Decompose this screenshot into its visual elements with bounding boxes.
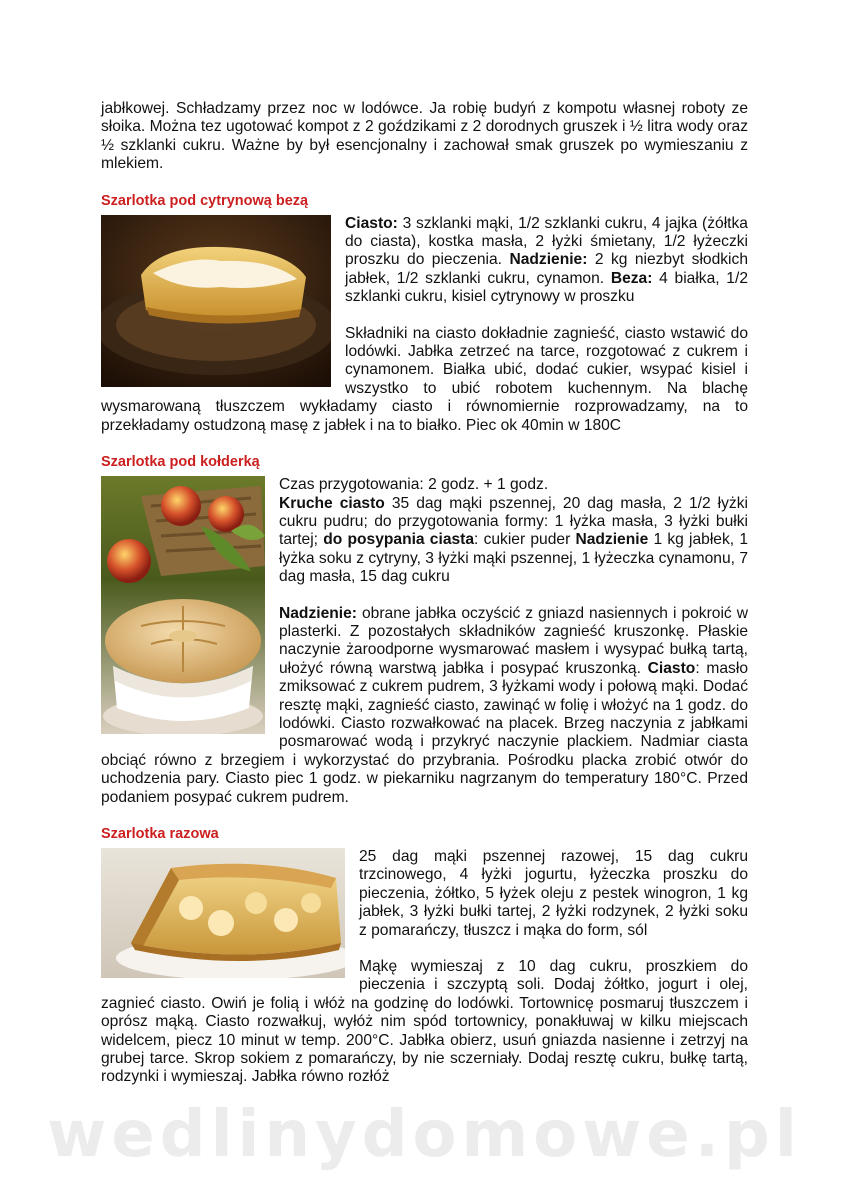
watermark: wedlinydomowe.pl [47, 1098, 802, 1172]
recipe2-method-label2: Ciasto [647, 659, 696, 677]
recipe2-posypania-text: : cukier puder [474, 531, 576, 549]
recipe1-nadzienie-label: Nadzienie: [509, 251, 588, 269]
recipe1-ciasto-label: Ciasto: [345, 214, 398, 232]
recipe3-method: Mąkę wymieszaj z 10 dag cukru, proszkiem do pieczenia i szczyptą soli. Dodaj żółtko, jogurt i olej, zagnieć ciasto. Owiń je folią i włóż na godzinę do lodówki. Tortownicę posmaruj tłuszczem i oprósz mąką. Ciasto rozwałkuj, wyłóż nim spód tortownicy, ponakłuwaj w kilku miejscach widelcem, piecz 10 minut w temp. 200°C. Jabłka obierz, usuń gniazda nasienne i zetrzyj na grubej tarce. Skrop sokiem z pomarańczy, by nie sczerniały. Dodaj resztę cukru, bułkę tartą, rodzynki i wymieszaj. Jabłka równo rozłóż [101, 958, 748, 1086]
recipe2-nadzienie-label: Nadzienie [575, 531, 649, 549]
document-page [101, 100, 748, 1087]
recipe2-kruche-label: Kruche ciasto [279, 494, 385, 512]
recipe2-method-text2: : masło zmiksować z cukrem pudrem, 3 łyżkami wody i połową mąki. Dodać resztę mąki, zagnieść ciasto, zawinąć w folię i włożyć na 1 godz. do lodówki. Ciasto rozwałkować na placek. Brzeg naczynia z jabłkami posmarować wodą i przykryć naczynie plackiem. Nadmiar ciasta obciąć równo z brzegiem i wykorzystać do przybrania. Pośrodku placka zrobić otwór do uchodzenia pary. Ciasto piec 1 godz. w piekarniku nagrzanym do temperatury 180°C. Przed podaniem posypać cukrem pudrem. [101, 659, 748, 806]
recipe2-photo [101, 476, 265, 734]
recipe2-kruche-text: 35 dag mąki pszennej, 20 dag masła, 2 1/2 łyżki cukru pudru; do przygotowania formy: 1 łyżka masła, 3 łyżki bułki tartej; [279, 494, 748, 549]
recipe3-photo [101, 848, 345, 978]
recipe1-title: Szarlotka pod cytrynową bezą [101, 192, 309, 209]
recipe1-nadzienie-text: 2 kg niezbyt słodkich jabłek, 1/2 szklanki cukru, cynamon. [345, 251, 748, 287]
recipe2-method-label1: Nadzienie: [279, 604, 357, 622]
recipe2-posypania-label: do posypania ciasta [323, 531, 475, 549]
recipe1-beza-text: 4 białka, 1/2 szklanki cukru, kisiel cytrynowy w proszku [345, 269, 748, 306]
recipe2-title: Szarlotka pod kołderką [101, 454, 260, 471]
recipe2-time: Czas przygotowania: 2 godz. + 1 godz. [279, 476, 549, 494]
recipe2-nadzienie-text: 1 kg jabłek, 1 łyżka soku z cytryny, 3 łyżki mąki pszennej, 1 łyżeczka cynamonu, 7 dag masła, 15 dag cukru [279, 531, 748, 586]
recipe1-method: Składniki na ciasto dokładnie zagnieść, ciasto wstawić do lodówki. Jabłka zetrzeć na tarce, rozgotować z cukrem i cynamonem. Białka ubić, dodać cukier, wsypać kisiel i wszystko to ubić robotem kuchennym. Na blachę wysmarowaną tłuszczem wykładamy ciasto i równomiernie rozprowadzamy, na to przekładamy ostudzoną masę z jabłek i na to białko. Piec ok 40min w 180C [101, 324, 748, 434]
recipe1-beza-label: Beza: [610, 269, 653, 287]
recipe2-method-text1: obrane jabłka oczyścić z gniazd nasiennych i pokroić w plasterki. Z pozostałych składników zagnieść kruszonkę. Płaskie naczynie żaroodporne wysmarować masłem i wysypać bułką tartą, ułożyć równą warstwą jabłka i posypać kruszonką. [279, 604, 748, 677]
recipe1-ciasto-text: 3 szklanki mąki, 1/2 szklanki cukru, 4 jajka (żółtka do ciasta), kostka masła, 2 łyżki śmietany, 1/2 łyżeczki proszku do pieczenia. [345, 214, 748, 269]
intro-paragraph: jabłkowej. Schładzamy przez noc w lodówce. Ja robię budyń z kompotu własnej roboty ze słoika. Można tez ugotować kompot z 2 goździkami z 2 dorodnych gruszek i ½ litra wody oraz ½ szklanki cukru. Ważne by był esencjonalny i zachował smak gruszek po wymieszaniu z mlekiem. [101, 100, 748, 173]
recipe1-photo [101, 215, 331, 387]
recipe3-title: Szarlotka razowa [101, 826, 219, 842]
recipe3-ingredients: 25 dag mąki pszennej razowej, 15 dag cukru trzcinowego, 4 łyżki jogurtu, łyżeczka proszku do pieczenia, żółtko, 5 łyżek oleju z pestek winogron, 1 kg jabłek, 3 łyżki bułki tartej, 2 łyżki rodzynek, 2 łyżki soku z pomarańczy, tłuszcz i mąka do form, sól [359, 848, 748, 939]
